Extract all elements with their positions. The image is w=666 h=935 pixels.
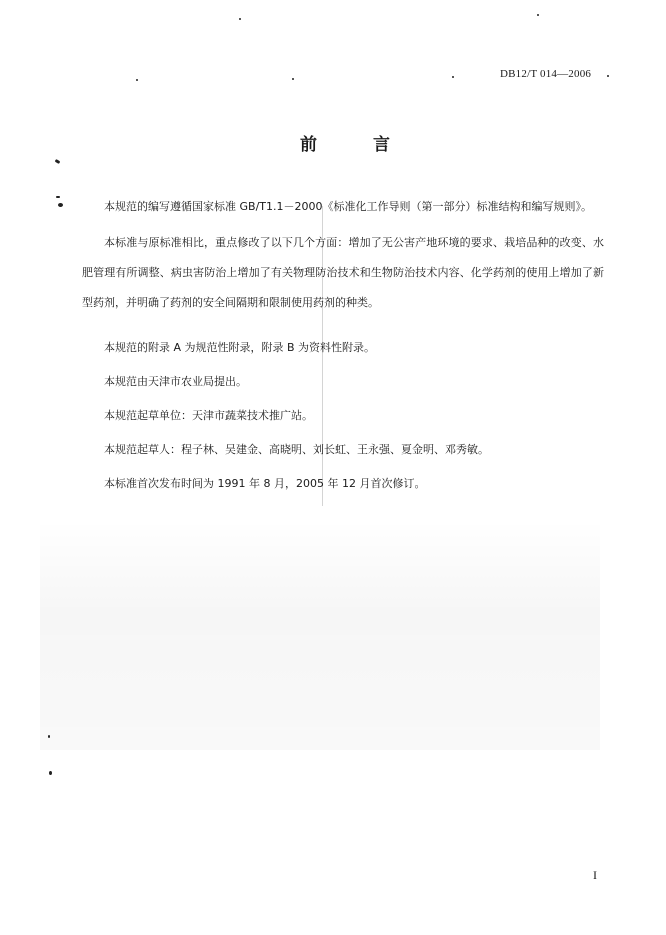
paragraph-drafting-unit: 本规范起草单位：天津市蔬菜技术推广站。 bbox=[104, 409, 313, 422]
page-title bbox=[300, 130, 390, 155]
scan-shading bbox=[40, 520, 600, 750]
scan-speck bbox=[239, 18, 241, 20]
scan-speck bbox=[292, 78, 294, 80]
scan-speck bbox=[537, 14, 539, 16]
document-code: DB12/T 014—2006 bbox=[500, 68, 592, 80]
title-char-2: 言 bbox=[373, 135, 390, 155]
scan-speck bbox=[55, 159, 61, 164]
scan-speck bbox=[49, 771, 52, 775]
paragraph-revision-changes: 本标准与原标准相比，重点修改了以下几个方面：增加了无公害产地环境的要求、栽培品种的改变、水肥管理有所调整、病虫害防治上增加了有关物理防治技术和生物防治技术内容、化学药剂的使用上增加了新型药剂，并明确了药剂的安全间隔期和限制使用药剂的种类。 bbox=[82, 236, 604, 309]
scan-speck bbox=[56, 196, 60, 198]
paragraph-proposer: 本规范由天津市农业局提出。 bbox=[104, 375, 247, 388]
scan-speck bbox=[48, 735, 50, 738]
page-number: I bbox=[593, 868, 597, 882]
paragraph-appendix: 本规范的附录 A 为规范性附录，附录 B 为资料性附录。 bbox=[104, 341, 376, 354]
paragraph-standard-basis: 本规范的编写遵循国家标准 GB/T1.1－2000《标准化工作导则（第一部分）标准结构和编写规则》。 bbox=[104, 200, 592, 213]
scan-speck bbox=[58, 203, 63, 207]
paragraph-release-history: 本标准首次发布时间为 1991 年 8 月，2005 年 12 月首次修订。 bbox=[104, 477, 426, 490]
title-char-1: 前 bbox=[300, 135, 317, 155]
scan-speck bbox=[136, 79, 138, 81]
paragraph-drafters: 本规范起草人：程子林、吴建金、高晓明、刘长虹、王永强、夏金明、邓秀敏。 bbox=[104, 443, 489, 456]
scan-speck bbox=[452, 76, 454, 78]
